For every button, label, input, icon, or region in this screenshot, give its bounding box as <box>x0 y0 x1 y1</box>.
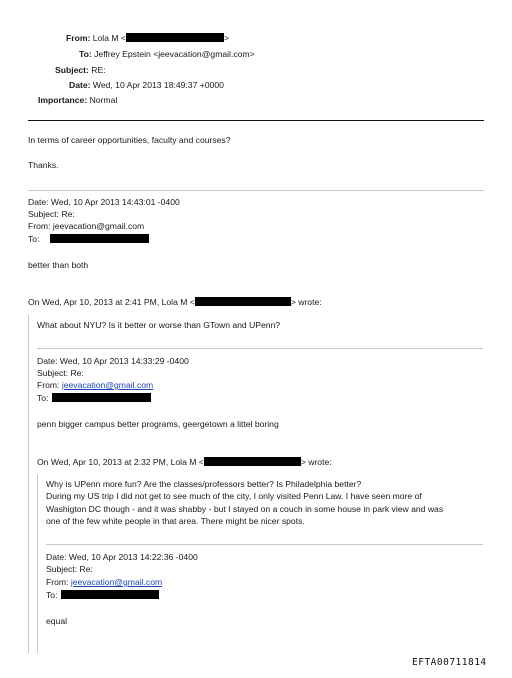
quote2-line-1: Why is UPenn more fun? Are the classes/professors better? Is Philadelphia better? <box>46 479 362 489</box>
msg2-subject: Subject: Re: <box>37 368 84 378</box>
msg1-subject: Subject: Re: <box>28 209 75 219</box>
redaction-box <box>204 457 301 466</box>
msg1-to-row <box>28 234 149 245</box>
quote2-intro-tail: > wrote: <box>300 457 332 467</box>
quote1-bar <box>28 315 29 653</box>
importance-row <box>38 95 117 106</box>
to-row <box>79 49 255 60</box>
from-tail: > <box>223 33 229 43</box>
from-value: Lola M < <box>92 33 126 43</box>
redaction-box <box>126 33 224 42</box>
msg3-text: equal <box>46 616 68 626</box>
body-line-2: Thanks. <box>28 160 59 170</box>
msg3-to: To: <box>46 590 58 600</box>
msg3-from-label: From: <box>46 577 71 587</box>
to-value: Jeffrey Epstein <jeevacation@gmail.com> <box>94 49 255 59</box>
subject-label: Subject: <box>55 65 89 75</box>
importance-value: Normal <box>89 95 118 105</box>
body-line-1: In terms of career opportunities, faculty and courses? <box>28 135 231 145</box>
subject-row <box>55 65 106 76</box>
message-divider <box>28 190 484 191</box>
quote1-intro: On Wed, Apr 10, 2013 at 2:41 PM, Lola M < <box>28 297 195 307</box>
quote2-line-2: During my US trip I did not get to see much of the city, I only visited Penn Law. I have seen more of <box>46 491 422 501</box>
header-divider <box>28 120 484 121</box>
msg1-date: Date: Wed, 10 Apr 2013 14:43:01 -0400 <box>28 197 180 207</box>
redaction-box <box>195 297 291 306</box>
quote2-bar <box>37 474 38 653</box>
quote1-intro-tail: > wrote: <box>290 297 322 307</box>
message-divider <box>46 544 483 545</box>
msg2-to-row <box>37 393 151 404</box>
msg2-text: penn bigger campus better programs, geergetown a littel boring <box>37 419 279 429</box>
quote2-intro: On Wed, Apr 10, 2013 at 2:32 PM, Lola M < <box>37 457 204 467</box>
document-id: EFTA00711814 <box>412 657 487 668</box>
from-row <box>66 33 229 44</box>
redaction-box <box>52 393 151 402</box>
from-label: From: <box>66 33 91 43</box>
message-divider <box>37 348 483 349</box>
msg1-from: From: jeevacation@gmail.com <box>28 221 145 231</box>
quote2-intro-row <box>37 457 332 468</box>
msg2-from-link[interactable]: jeevacation@gmail.com <box>61 380 154 390</box>
date-value: Wed, 10 Apr 2013 18:49:37 +0000 <box>92 80 224 90</box>
msg3-date: Date: Wed, 10 Apr 2013 14:22:36 -0400 <box>46 552 198 562</box>
quote1-text: What about NYU? Is it better or worse than GTown and UPenn? <box>37 320 281 330</box>
quote2-line-4: one of the few white people in that area. There might be nicer spots. <box>46 516 305 526</box>
redaction-box <box>61 590 159 599</box>
msg3-to-row <box>46 590 159 601</box>
msg1-text: better than both <box>28 260 89 270</box>
msg3-subject: Subject: Re: <box>46 564 93 574</box>
quote1-intro-row <box>28 297 322 308</box>
to-label: To: <box>79 49 92 59</box>
importance-label: Importance: <box>38 95 88 105</box>
msg3-from-link[interactable]: jeevacation@gmail.com <box>70 577 163 587</box>
msg3-from-row <box>46 577 162 588</box>
quote2-line-3: Washigton DC though - and it was shabby - but I stayed on a couch in some house in park view and was <box>46 504 444 514</box>
date-label: Date: <box>69 80 91 90</box>
msg2-to: To: <box>37 393 49 403</box>
msg2-from-row <box>37 380 153 391</box>
msg1-to: To: <box>28 234 40 244</box>
redaction-box <box>50 234 149 243</box>
date-row <box>69 80 224 91</box>
msg2-date: Date: Wed, 10 Apr 2013 14:33:29 -0400 <box>37 356 189 366</box>
msg2-from-label: From: <box>37 380 62 390</box>
subject-value: RE: <box>91 65 106 75</box>
